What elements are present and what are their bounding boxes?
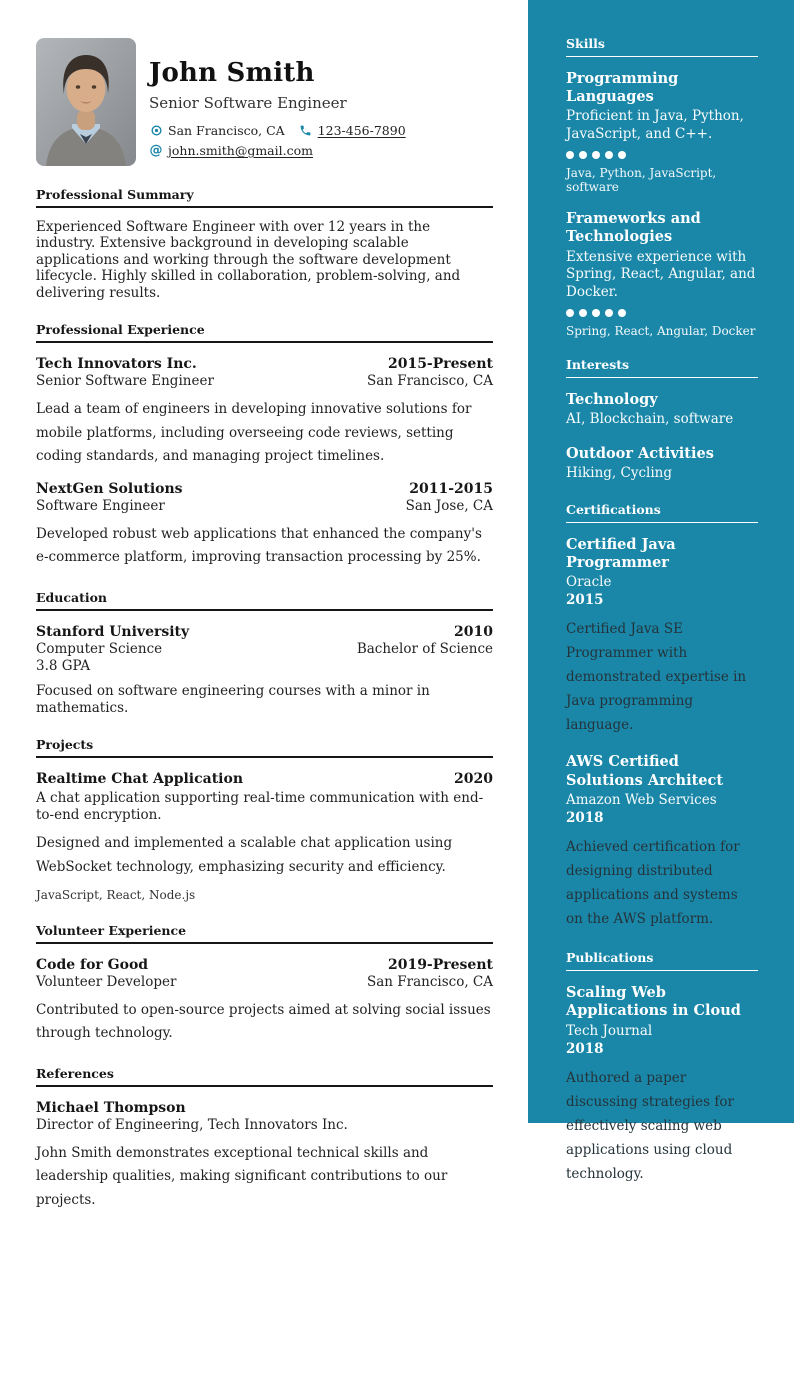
at-sign-icon: @ [149,143,163,158]
experience-description: Developed robust web applications that enhanced the company's e-commerce platform, improving transaction processing by 25%. [36,526,482,566]
rating-dot-filled [579,1367,587,1375]
experience-heading: Professional Experience [36,322,493,343]
reference-role: Director of Engineering, Tech Innovators Inc. [36,1117,348,1134]
rating-dot-filled [579,1285,587,1293]
certification-item [566,536,758,738]
skills-heading: Skills [566,36,758,57]
language-level: Native [566,1259,612,1276]
contact-info [149,123,406,158]
language-level: Professional Working Proficiency [566,1323,712,1358]
project-dates: 2020 [454,771,493,788]
rating-dot-filled [605,1367,613,1375]
volunteer-entry [36,957,493,1045]
sidebar-section-certifications [566,502,758,932]
certifications-heading: Certifications [566,502,758,523]
location-item [149,123,285,138]
projects-heading: Projects [36,737,493,758]
section-volunteer [36,923,493,1045]
sidebar-section-publications [566,950,758,1186]
publications-heading: Publications [566,950,758,971]
rating-dot-filled [592,151,600,159]
study-area: Computer Science [36,641,163,658]
position-title: Software Engineer [36,498,165,514]
certification-title: AWS Certified Solutions Architect [566,753,724,789]
rating-dot-filled [618,309,626,317]
rating-dot-filled [566,1367,574,1375]
project-keywords: JavaScript, React, Node.js [36,887,196,902]
experience-entry [36,356,493,468]
institution-name: Stanford University [36,624,190,641]
rating-dot-filled [579,309,587,317]
rating-dot-filled [592,1285,600,1293]
experience-location: San Francisco, CA [366,373,493,390]
header-block [36,38,493,166]
contact-row-2 [149,143,406,158]
publication-title: Scaling Web Applications in Cloud [566,984,741,1020]
language-rating [566,1285,758,1293]
organization-name: Code for Good [36,956,149,973]
rating-dot-filled [618,151,626,159]
phone-item [299,123,406,138]
interest-keywords: Hiking, Cycling [566,465,672,482]
rating-dot-filled [566,151,574,159]
identity-text [136,38,406,158]
rating-dot-filled [566,309,574,317]
profile-photo [36,38,136,166]
company-name: NextGen Solutions [36,481,183,497]
references-heading: References [36,1066,493,1087]
section-education [36,590,493,716]
publication-publisher: Tech Journal [566,1022,653,1039]
interest-title: Technology [566,391,658,409]
interest-title: Outdoor Activities [566,444,714,462]
skill-summary: Proficient in Java, Python, JavaScript, and C++. [566,108,744,142]
email-item [149,143,313,158]
person-name: John Smith [149,58,315,88]
profile-photo-image [36,38,136,166]
language-item [566,1304,758,1375]
rating-dot-filled [605,309,613,317]
skill-title: Programming Languages [566,70,679,106]
location-pin-icon [149,124,163,138]
rating-dot-filled [592,309,600,317]
certification-year: 2015 [566,592,604,609]
certification-year: 2018 [566,810,604,827]
person-title: Senior Software Engineer [149,94,347,112]
skill-title: Frameworks and Technologies [566,210,701,246]
interest-keywords: AI, Blockchain, software [566,411,734,428]
certification-issuer: Oracle [566,573,612,590]
summary-text: Experienced Software Engineer with over 12 years in the industry. Extensive background in developing scalable applications and working through the software development lifecycle. Highly skilled in collaboration, problem-solving, and delivering results. [36,219,461,301]
skill-keywords: Spring, React, Angular, Docker [566,324,756,339]
rating-dot-filled [592,1367,600,1375]
publication-item [566,984,758,1186]
volunteer-description: Contributed to open-source projects aimed at solving social issues through technology. [36,1001,491,1041]
section-projects [36,737,493,901]
publication-description: Authored a paper discussing strategies for effectively scaling web applications using cloud technology. [566,1070,734,1183]
certification-item [566,753,758,931]
certification-description: Certified Java SE Programmer with demonstrated expertise in Java programming language. [566,621,747,734]
certification-title: Certified Java Programmer [566,535,676,571]
language-name: Spanish [566,1303,631,1321]
language-item [566,1239,758,1293]
degree: Bachelor of Science [356,641,493,658]
volunteer-location: San Francisco, CA [366,973,493,990]
experience-dates: 2011-2015 [409,481,493,497]
skill-rating [566,309,758,317]
rating-dot-empty [618,1367,626,1375]
interest-item [566,445,758,483]
education-description: Focused on software engineering courses with a minor in mathematics. [36,683,430,716]
certification-description: Achieved certification for designing distributed applications and systems on the AWS platform. [566,839,740,928]
company-name: Tech Innovators Inc. [36,356,197,373]
volunteer-heading: Volunteer Experience [36,923,493,944]
language-name: English [566,1239,628,1257]
section-summary [36,187,493,301]
section-experience [36,322,493,569]
publication-year: 2018 [566,1041,604,1058]
skill-item [566,210,758,338]
sidebar-section-skills [566,36,758,338]
experience-entry [36,481,493,569]
rating-dot-filled [618,1285,626,1293]
phone-link[interactable]: 123-456-7890 [317,123,406,138]
location-text: San Francisco, CA [168,123,285,138]
contact-row-1 [149,123,406,138]
language-rating [566,1367,758,1375]
project-summary: A chat application supporting real-time communication with end-to-end encryption. [36,790,484,823]
experience-location: San Jose, CA [405,498,493,514]
position-title: Senior Software Engineer [36,373,214,390]
project-description: Designed and implemented a scalable chat application using WebSocket technology, emphasizing security and efficiency. [36,835,453,875]
skill-keywords: Java, Python, JavaScript, software [566,166,717,195]
education-heading: Education [36,590,493,611]
sidebar-section-interests [566,357,758,482]
reference-name: Michael Thompson [36,1100,186,1117]
experience-description: Lead a team of engineers in developing innovative solutions for mobile platforms, including overseeing code reviews, setting coding standards, and managing project timelines. [36,401,472,464]
email-link[interactable]: john.smith@gmail.com [168,143,313,158]
gpa: 3.8 GPA [36,658,91,675]
phone-icon [299,124,313,138]
interest-item [566,391,758,429]
rating-dot-filled [579,151,587,159]
languages-heading: Languages [566,1205,758,1226]
skill-item [566,70,758,194]
education-entry [36,624,493,716]
sidebar-section-languages [566,1205,758,1375]
volunteer-position: Volunteer Developer [36,973,177,990]
section-references [36,1066,493,1212]
skill-rating [566,151,758,159]
education-dates: 2010 [454,624,493,641]
volunteer-dates: 2019-Present [387,956,493,973]
sidebar [528,0,794,1358]
rating-dot-filled [605,1285,613,1293]
interests-heading: Interests [566,357,758,378]
project-name: Realtime Chat Application [36,771,244,788]
rating-dot-filled [605,151,613,159]
experience-dates: 2015-Present [387,356,493,373]
certification-issuer: Amazon Web Services [566,791,717,808]
project-entry [36,771,493,901]
rating-dot-filled [566,1285,574,1293]
skill-summary: Extensive experience with Spring, React, Angular, and Docker. [566,248,756,300]
summary-heading: Professional Summary [36,187,493,208]
reference-quote: John Smith demonstrates exceptional technical skills and leadership qualities, making significant contributions to our projects. [36,1145,448,1208]
reference-entry [36,1100,493,1212]
